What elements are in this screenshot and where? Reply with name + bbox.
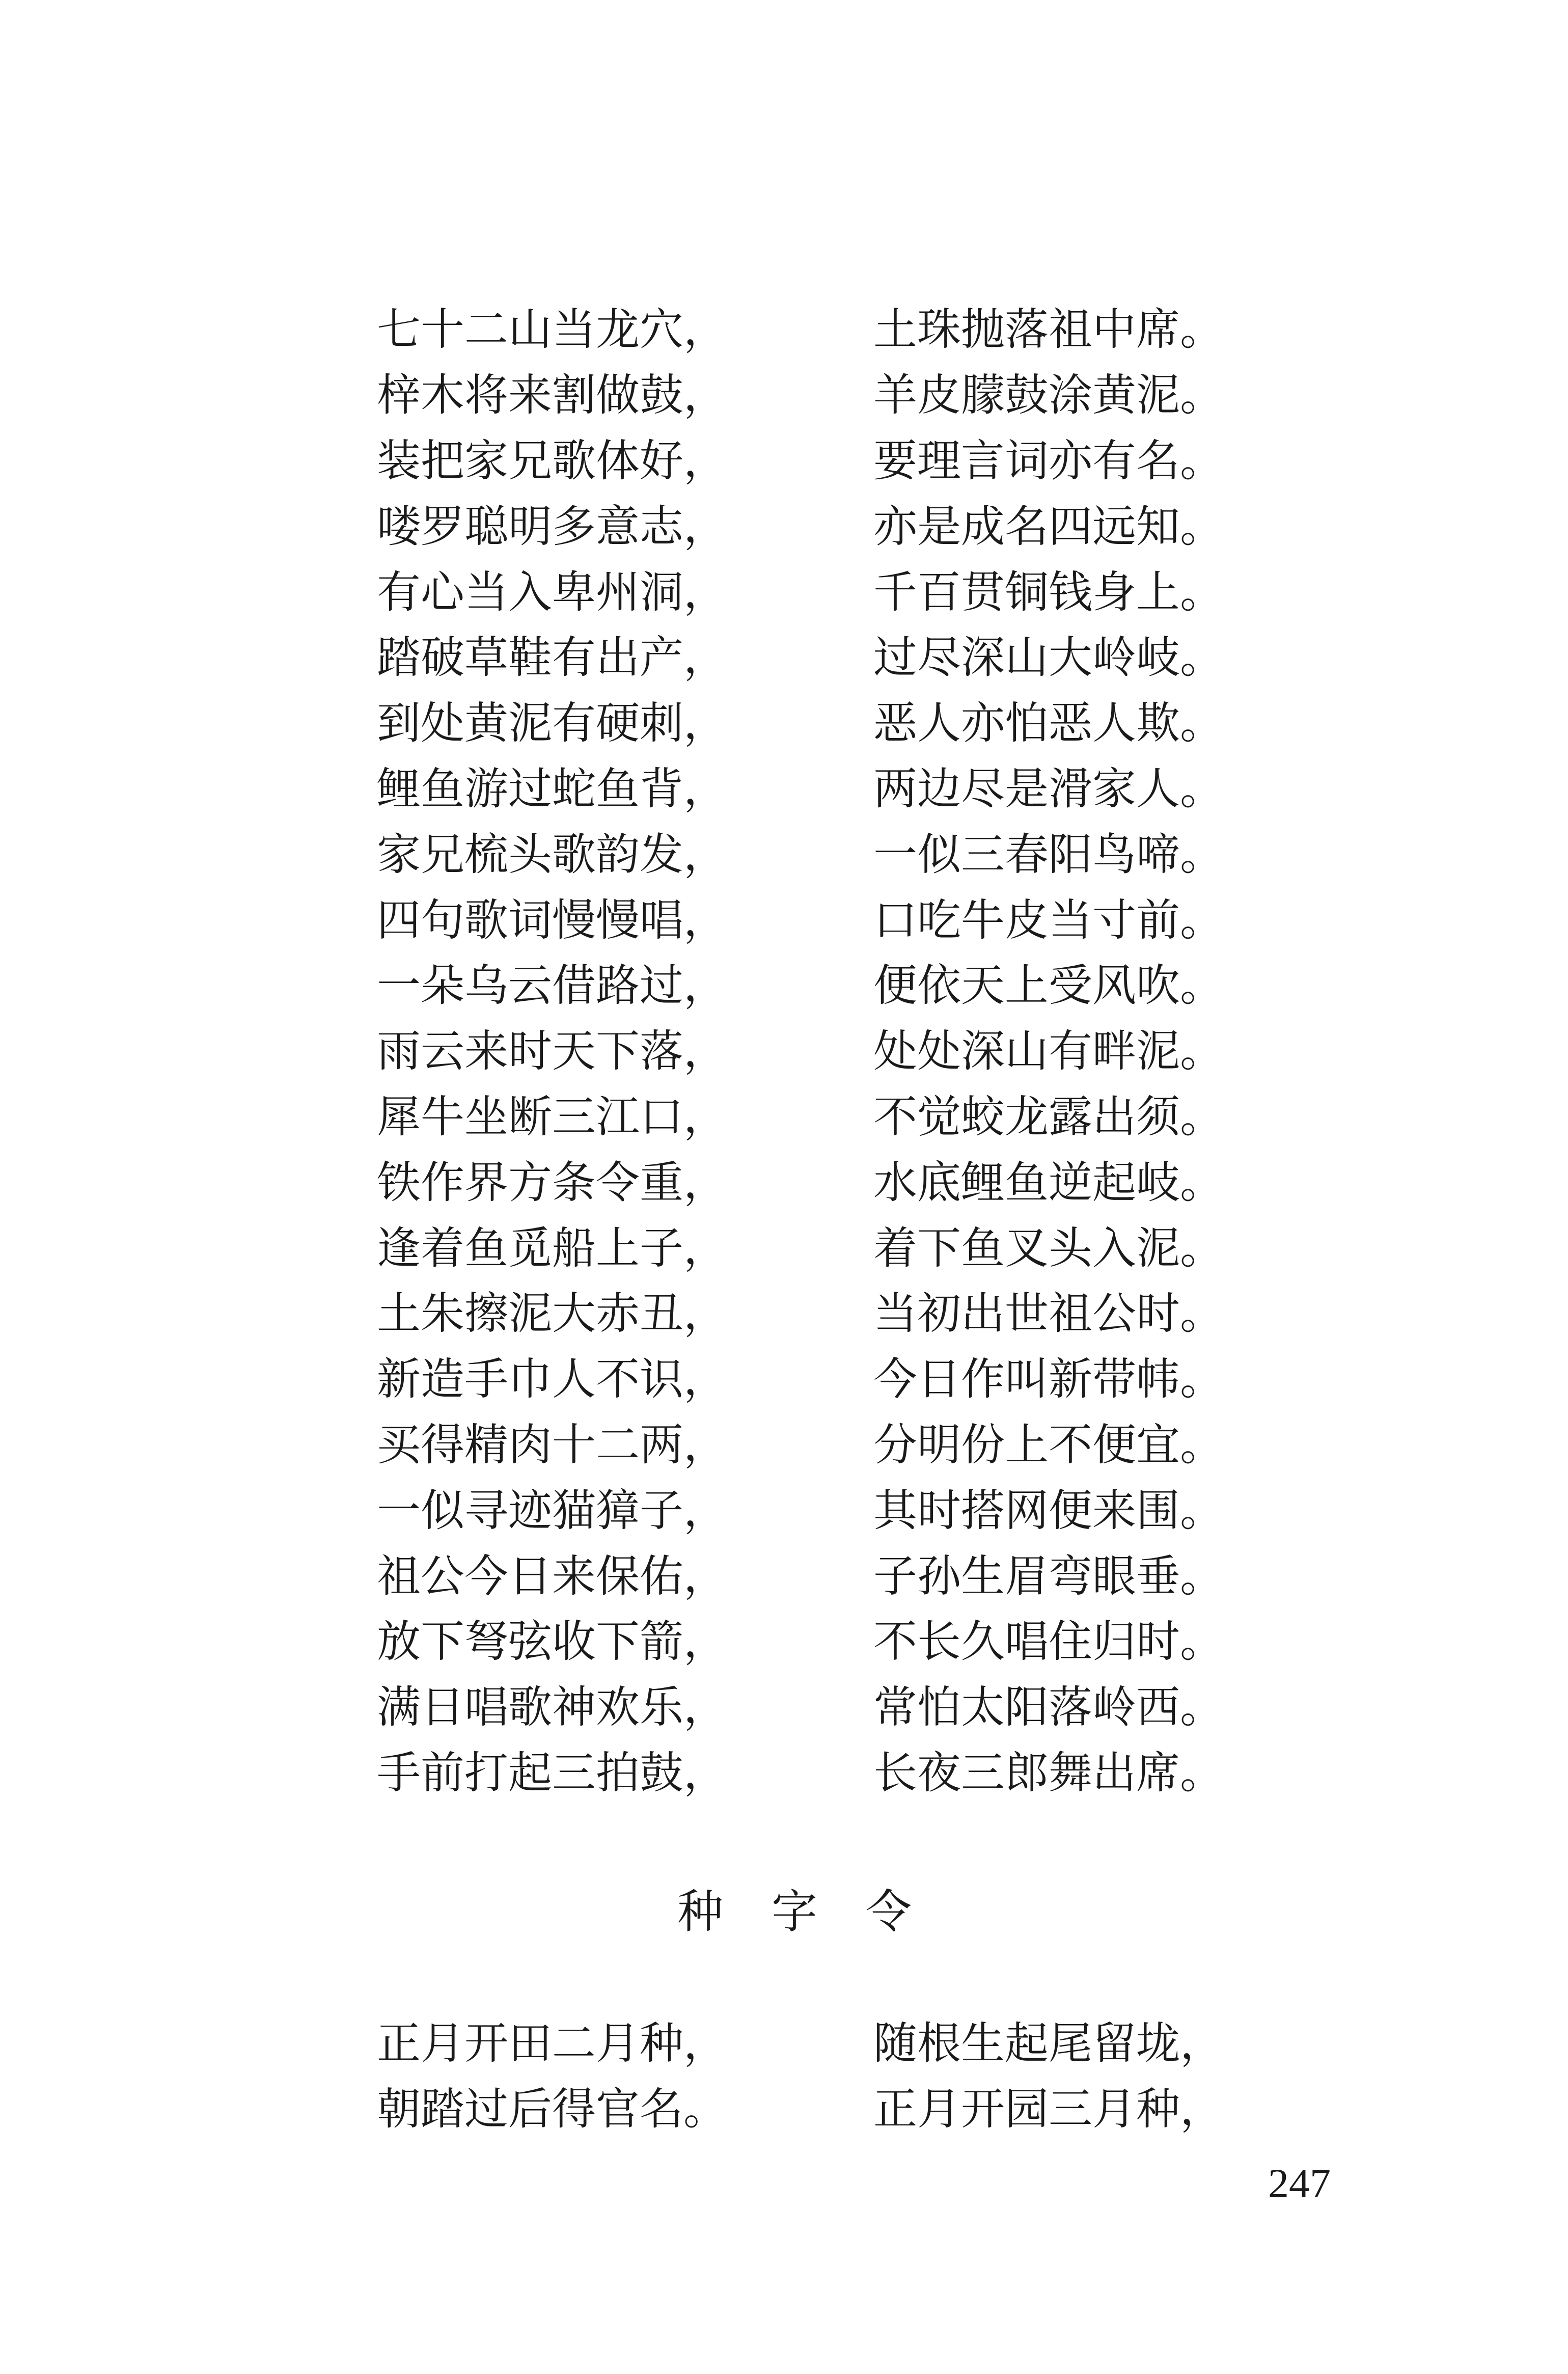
line-second-half: 口吃牛皮当寸前。 (873, 894, 1224, 946)
line-second-half: 千百贯铜钱身上。 (873, 566, 1224, 618)
line-first-half: 装把家兄歌体好， (377, 435, 727, 486)
poem-line (377, 1736, 1243, 1802)
line-second-half: 处处深山有畔泥。 (873, 1026, 1224, 1077)
line-first-half: 鲤鱼游过蛇鱼背， (377, 763, 727, 814)
poem-line (377, 1343, 1243, 1408)
line-first-half: 土朱擦泥大赤丑， (377, 1288, 727, 1340)
poem-line (377, 424, 1243, 490)
line-second-half: 随根生起尾留垅， (873, 2018, 1224, 2069)
line-first-half: 手前打起三拍鼓， (377, 1747, 727, 1798)
line-first-half: 一朵乌云借路过， (377, 960, 727, 1012)
poem-line (377, 1671, 1243, 1736)
poem-line (377, 359, 1243, 424)
line-second-half: 子孙生眉弯眼垂。 (873, 1550, 1224, 1602)
line-second-half: 不觉蛟龙露出须。 (873, 1091, 1224, 1142)
poem-line (377, 555, 1243, 621)
line-second-half: 着下鱼叉头入泥。 (873, 1222, 1224, 1274)
poem-lines (377, 293, 1243, 1802)
line-second-half: 其时搭网便来围。 (873, 1485, 1224, 1536)
line-second-half: 要理言词亦有名。 (873, 435, 1224, 486)
line-first-half: 踏破草鞋有出产， (377, 632, 727, 684)
section-title: 种字令 (677, 1885, 960, 1939)
line-second-half: 一似三春阳鸟啼。 (873, 829, 1224, 880)
line-second-half: 今日作叫新带帏。 (873, 1354, 1224, 1405)
section-lines (377, 2007, 1243, 2138)
line-second-half: 分明份上不便宜。 (873, 1419, 1224, 1470)
line-second-half: 亦是成名四远知。 (873, 501, 1224, 552)
line-first-half: 雨云来时天下落， (377, 1026, 727, 1077)
line-second-half: 羊皮朦鼓涂黄泥。 (873, 370, 1224, 421)
poem-line (377, 2007, 1243, 2072)
poem-line (377, 1473, 1243, 1539)
line-second-half: 长夜三郎舞出席。 (873, 1747, 1224, 1798)
line-first-half: 梓木将来割做鼓， (377, 370, 727, 421)
poem-line (377, 883, 1243, 949)
line-first-half: 有心当入卑州洞， (377, 566, 727, 618)
line-second-half: 水底鲤鱼逆起岐。 (873, 1157, 1224, 1208)
line-first-half: 祖公今日来保佑， (377, 1550, 727, 1602)
line-second-half: 恶人亦怕恶人欺。 (873, 698, 1224, 749)
poem-line (377, 687, 1243, 752)
poem-line (377, 621, 1243, 687)
line-first-half: 放下弩弦收下箭， (377, 1616, 727, 1668)
line-second-half: 土珠抛落祖中席。 (873, 304, 1224, 356)
line-first-half: 七十二山当龙穴， (377, 304, 727, 356)
poem-line (377, 1080, 1243, 1146)
line-first-half: 满日唱歌神欢乐， (377, 1682, 727, 1733)
poem-line (377, 1277, 1243, 1343)
poem-line (377, 1539, 1243, 1605)
poem-line (377, 1408, 1243, 1474)
poem-line (377, 489, 1243, 555)
line-second-half: 两边尽是滑家人。 (873, 763, 1224, 814)
line-first-half: 新造手巾人不识， (377, 1354, 727, 1405)
line-first-half: 一似寻迹猫獐子， (377, 1485, 727, 1536)
poem-line (377, 1145, 1243, 1211)
poem-line (377, 2072, 1243, 2138)
line-first-half: 正月开田二月种， (377, 2018, 727, 2069)
line-first-half: 四句歌词慢慢唱， (377, 894, 727, 946)
poem-line (377, 1605, 1243, 1671)
poem-line (377, 949, 1243, 1015)
line-second-half: 过尽深山大岭岐。 (873, 632, 1224, 684)
line-first-half: 到处黄泥有硬刺， (377, 698, 727, 749)
poem-line (377, 1211, 1243, 1277)
line-second-half: 便依天上受风吹。 (873, 960, 1224, 1012)
line-second-half: 正月开园三月种， (873, 2084, 1224, 2135)
line-first-half: 铁作界方条令重， (377, 1157, 727, 1208)
line-second-half: 不长久唱住归时。 (873, 1616, 1224, 1668)
line-first-half: 逢着鱼觅船上子， (377, 1222, 727, 1274)
line-second-half: 常怕太阳落岭西。 (873, 1682, 1224, 1733)
line-first-half: 喽罗聪明多意志， (377, 501, 727, 552)
poem-line (377, 752, 1243, 818)
line-first-half: 犀牛坐断三江口， (377, 1091, 727, 1142)
line-first-half: 朝踏过后得官名。 (377, 2084, 727, 2135)
poem-line (377, 817, 1243, 883)
line-second-half: 当初出世祖公时。 (873, 1288, 1224, 1340)
line-first-half: 家兄梳头歌韵发， (377, 829, 727, 880)
poem-line (377, 1015, 1243, 1080)
poem-line (377, 293, 1243, 359)
page-number: 247 (1268, 2160, 1331, 2206)
line-first-half: 买得精肉十二两， (377, 1419, 727, 1470)
